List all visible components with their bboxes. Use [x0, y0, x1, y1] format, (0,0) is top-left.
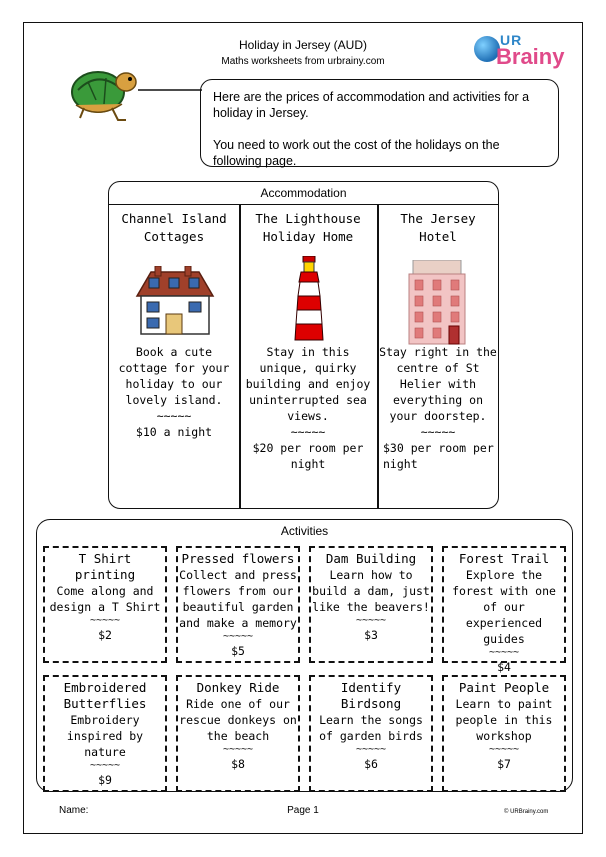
wave-divider: ~~~~~	[355, 615, 387, 626]
activity-card-dam-building	[309, 546, 433, 663]
activity-card-identify-birdsong	[309, 675, 433, 792]
wave-divider: ~~~~~	[355, 744, 387, 755]
wave-divider: ~~~~~	[222, 631, 254, 642]
activity-description: Explore the forest with one of our experienced guides	[452, 568, 556, 646]
accommodation-panel	[108, 181, 499, 509]
page-number: Page 1	[287, 805, 319, 816]
accommodation-description: Stay in this unique, quirky building and enjoy uninterrupted sea views.	[245, 345, 371, 423]
activity-card-embroidered-butterflies	[43, 675, 167, 792]
accommodation-option-lighthouse	[241, 204, 375, 508]
wave-divider: ~~~~~	[89, 760, 121, 771]
activity-description: Learn to paint people in this workshop	[455, 697, 553, 743]
activity-price: $7	[497, 757, 511, 771]
urbrainy-logo[interactable]	[470, 30, 570, 70]
activity-name: Donkey Ride	[196, 680, 280, 695]
tortoise-mascot-icon	[68, 60, 208, 130]
logo-text-top: UR	[500, 32, 523, 48]
activity-price: $6	[364, 757, 378, 771]
activity-name: Forest Trail	[458, 551, 550, 566]
activity-card-paint-people	[442, 675, 566, 792]
accommodation-price: $30 per room per night	[383, 441, 494, 471]
page-title: Holiday in Jersey (AUD)	[238, 38, 368, 52]
activity-card-pressed-flowers	[176, 546, 300, 663]
wave-divider: ~~~~~	[290, 425, 326, 439]
activity-name: Paint People	[458, 680, 550, 695]
accommodation-description: Stay right in the centre of St Helier with everything on your doorstep.	[379, 345, 497, 423]
activity-name: Dam Building	[325, 551, 417, 566]
lighthouse-icon	[293, 256, 325, 342]
activity-price: $8	[231, 757, 245, 771]
wave-divider: ~~~~~	[156, 409, 192, 423]
activity-name: Identify Birdsong	[340, 680, 402, 711]
wave-divider: ~~~~~	[89, 615, 121, 626]
intro-line-1: Here are the prices of accommodation and activities for a holiday in Jersey.	[213, 90, 530, 120]
activity-description: Embroidery inspired by nature	[66, 713, 144, 759]
activity-description: Learn the songs of garden birds	[319, 713, 423, 743]
activity-card-forest-trail	[442, 546, 566, 674]
copyright: © URBrainy.com	[504, 809, 549, 815]
activity-card-donkey-ride	[176, 675, 300, 792]
accommodation-price: $10 a night	[135, 425, 213, 439]
activity-name: Pressed flowers	[181, 551, 295, 566]
accommodation-heading: Accommodation	[109, 182, 498, 205]
hotel-icon	[407, 260, 469, 346]
activity-price: $2	[98, 628, 112, 642]
intro-line-2: You need to work out the cost of the holidays on the following page.	[213, 138, 500, 168]
activity-description: Collect and press flowers from our beautiful garden and make a memory	[179, 568, 297, 630]
wave-divider: ~~~~~	[420, 425, 456, 439]
cottage-icon	[133, 266, 215, 336]
activity-description: Come along and design a T Shirt	[49, 584, 161, 614]
accommodation-description: Book a cute cottage for your holiday to our lovely island.	[118, 345, 230, 407]
name-label: Name:	[59, 805, 89, 816]
accommodation-name: Channel Island Cottages	[121, 211, 227, 244]
accommodation-price: $20 per room per night	[252, 441, 364, 471]
activity-price: $3	[364, 628, 378, 642]
activity-name: T Shirt printing	[74, 551, 136, 582]
wave-divider: ~~~~~	[488, 744, 520, 755]
page-subtitle: Maths worksheets from urbrainy.com	[221, 56, 385, 67]
accommodation-name: The Lighthouse Holiday Home	[255, 211, 361, 244]
activity-price: $9	[98, 773, 112, 787]
activity-description: Learn how to build a dam, just like the beavers!	[312, 568, 430, 614]
activity-price: $4	[497, 660, 511, 674]
activity-name: Embroidered Butterflies	[63, 680, 147, 711]
accommodation-option-cottages	[109, 204, 239, 508]
wave-divider: ~~~~~	[222, 744, 254, 755]
accommodation-option-hotel	[379, 204, 497, 508]
logo-text-bottom: Brainy	[496, 44, 565, 69]
wave-divider: ~~~~~	[488, 647, 520, 658]
activity-description: Ride one of our rescue donkeys on the beach	[179, 697, 297, 743]
intro-speech-bubble	[200, 79, 559, 167]
activity-price: $5	[231, 644, 245, 658]
activities-heading: Activities	[280, 524, 329, 538]
accommodation-name: The Jersey Hotel	[400, 211, 476, 244]
activity-card-t-shirt	[43, 546, 167, 663]
